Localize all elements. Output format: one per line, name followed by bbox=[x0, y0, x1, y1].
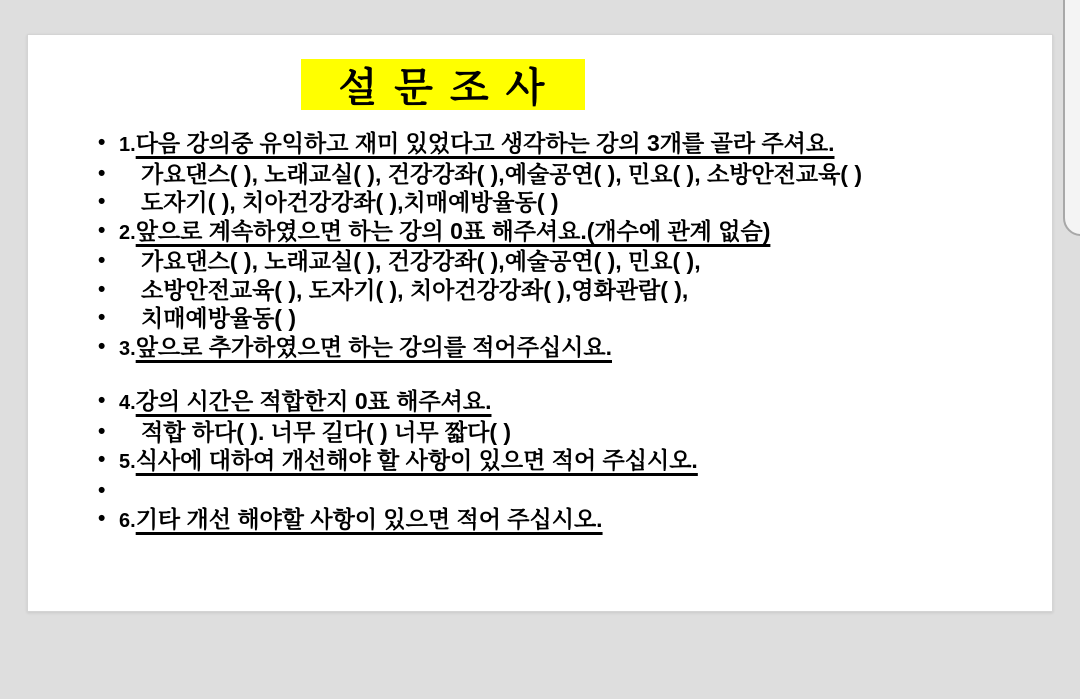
spacer-line bbox=[28, 363, 1052, 387]
question-number: 3. bbox=[119, 337, 136, 360]
question-text: 앞으로 계속하였으면 하는 강의 0표 해주셔요.(개수에 관계 없슴) bbox=[135, 217, 771, 244]
bullet-icon: • bbox=[98, 507, 106, 530]
bullet-icon: • bbox=[98, 448, 106, 471]
bullet-icon: • bbox=[98, 131, 106, 154]
question-line bbox=[28, 217, 1052, 248]
survey-page bbox=[27, 34, 1053, 612]
question-text: 다음 강의중 유익하고 재미 있었다고 생각하는 강의 3개를 골라 주셔요. bbox=[135, 130, 835, 156]
question-number: 5. bbox=[119, 451, 136, 473]
bullet-icon: • bbox=[98, 161, 106, 185]
bullet-icon: • bbox=[98, 218, 106, 242]
question-text: 앞으로 추가하였으면 하는 강의를 적어주십시요. bbox=[135, 333, 612, 360]
question-number: 6. bbox=[119, 510, 136, 532]
bullet-icon: • bbox=[98, 306, 106, 329]
option-line bbox=[28, 276, 1052, 305]
option-text: 적합 하다( ). 너무 길다( ) 너무 짧다( ) bbox=[141, 418, 512, 445]
question-number: 2. bbox=[119, 221, 136, 244]
question-line bbox=[28, 387, 1052, 418]
option-text: 치매예방율동( ) bbox=[141, 305, 297, 331]
option-text: 소방안전교육( ), 도자기( ), 치아건강강좌( ),영화관람( ), bbox=[141, 276, 689, 303]
bullet-icon: • bbox=[98, 389, 106, 412]
question-number: 4. bbox=[119, 392, 136, 414]
option-line bbox=[28, 160, 1052, 189]
option-text: 도자기( ), 치아건강강좌( ),치매예방율동( ) bbox=[141, 189, 559, 215]
question-number: 1. bbox=[119, 134, 136, 156]
option-text: 가요댄스( ), 노래교실( ), 건강강좌( ),예술공연( ), 민요( ), bbox=[141, 248, 701, 274]
empty-bullet-line bbox=[28, 477, 1052, 506]
bullet-icon: • bbox=[98, 249, 106, 272]
question-text: 기타 개선 해야할 사항이 있으면 적어 주십시오. bbox=[135, 506, 603, 532]
question-line bbox=[28, 505, 1052, 536]
bullet-icon: • bbox=[98, 334, 106, 358]
survey-question-list bbox=[28, 129, 1052, 536]
survey-title-highlight bbox=[301, 59, 585, 110]
question-text: 식사에 대하여 개선해야 할 사항이 있으면 적어 주십시오. bbox=[135, 447, 698, 473]
option-line bbox=[28, 188, 1052, 217]
question-text: 강의 시간은 적합한지 0표 해주셔요. bbox=[135, 388, 492, 414]
question-line bbox=[28, 333, 1052, 364]
bullet-icon: • bbox=[98, 419, 106, 443]
question-line bbox=[28, 129, 1052, 160]
bullet-icon: • bbox=[98, 277, 106, 301]
option-line bbox=[28, 304, 1052, 333]
option-text: 가요댄스( ), 노래교실( ), 건강강좌( ),예술공연( ), 민요( ), 소방안전교육( ) bbox=[141, 160, 862, 187]
option-line bbox=[28, 418, 1052, 447]
bullet-icon: • bbox=[98, 190, 106, 213]
survey-title: 설 문 조 사 bbox=[338, 66, 548, 110]
scrollbar-thumb[interactable] bbox=[1063, 0, 1080, 236]
option-line bbox=[28, 247, 1052, 276]
bullet-icon: • bbox=[98, 478, 106, 502]
question-line bbox=[28, 446, 1052, 477]
